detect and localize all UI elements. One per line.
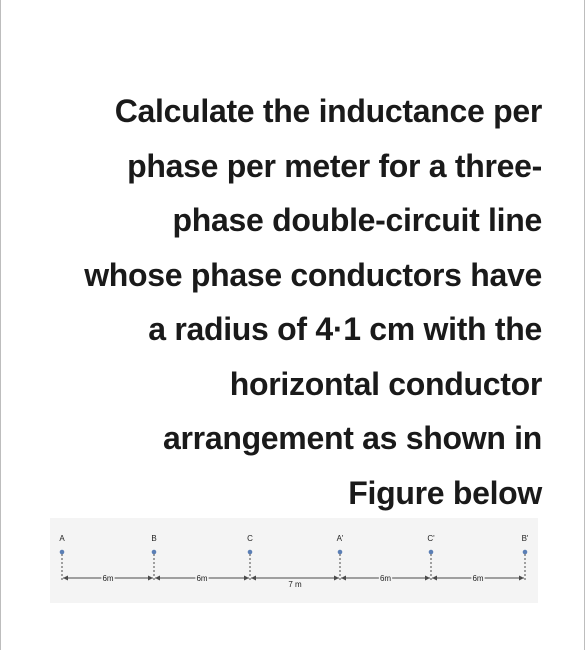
- conductor-arrangement-figure: [50, 518, 538, 603]
- conductor-label: B': [521, 534, 529, 543]
- arrowhead: [244, 576, 249, 581]
- conductor-dot: [60, 550, 65, 555]
- conductor-dot: [429, 550, 434, 555]
- arrowhead: [432, 576, 437, 581]
- question-line: Figure below: [348, 474, 542, 511]
- conductor-label: C': [427, 534, 435, 543]
- conductor-dot: [248, 550, 253, 555]
- arrowhead: [341, 576, 346, 581]
- arrowhead: [425, 576, 430, 581]
- question-line: phase double-circuit line: [172, 202, 542, 238]
- conductor-dot: [338, 550, 343, 555]
- question-text: [40, 84, 542, 520]
- question-line: arrangement as shown in: [163, 420, 542, 456]
- arrowhead: [63, 576, 68, 581]
- question-line: phase per meter for a three-: [127, 147, 542, 184]
- conductor-dot: [523, 550, 528, 555]
- arrowhead: [148, 576, 153, 581]
- conductor-diagram: [50, 518, 538, 603]
- arrowhead: [519, 576, 524, 581]
- dimension-label: 6m: [379, 574, 392, 583]
- arrowhead: [251, 576, 256, 581]
- conductor-label: A: [59, 534, 65, 543]
- conductor-label: C: [247, 534, 253, 543]
- conductor-dot: [152, 550, 157, 555]
- dimension-label: 6m: [472, 574, 484, 583]
- dimension-label: 6m: [102, 574, 114, 583]
- question-line: Calculate the inductance per: [114, 93, 542, 129]
- arrowhead: [334, 576, 339, 581]
- question-line: horizontal conductor: [229, 365, 542, 402]
- arrowhead: [155, 576, 160, 581]
- conductor-label: B: [151, 534, 157, 543]
- dimension-label: 6m: [196, 574, 208, 583]
- question-line: a radius of 4·1 cm with the: [148, 311, 542, 347]
- question-line: whose phase conductors have: [84, 256, 542, 293]
- dimension-label: 7 m: [288, 580, 302, 589]
- conductor-label: A': [336, 534, 344, 543]
